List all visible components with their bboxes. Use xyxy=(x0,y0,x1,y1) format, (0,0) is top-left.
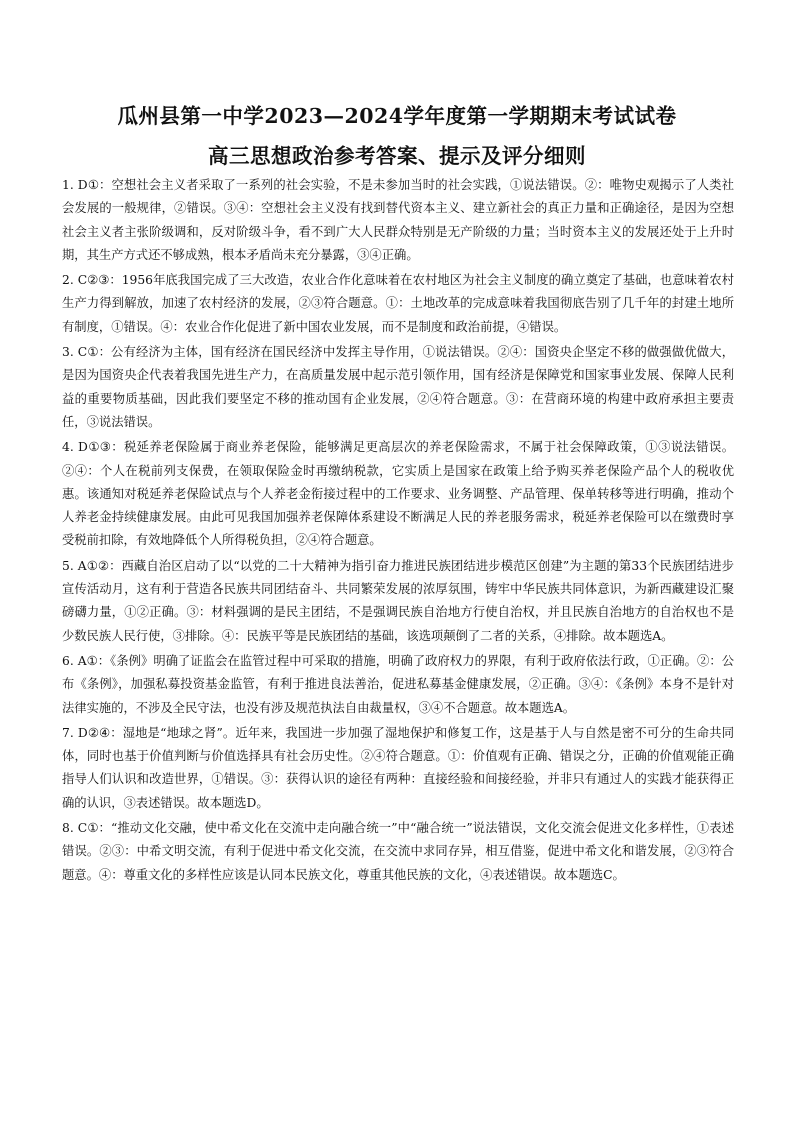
answer-item-8: 8. C①：“推动文化交融，使中希文化在交流中走向融合统一”中“融合统一”说法错误，文化交流会促进文化多样性，①表述错误。②③：中希文明交流，有利于促进中希文化交流，在交流中求同存异，相互借鉴，促进中希文化和谐发展，②③符合题意。④：尊重文化的多样性应该是认同本民族文化，尊重其他民族的文化，④表述错误。故本题选C。 xyxy=(62,821,734,882)
answer-item-2: 2. C②③：1956年底我国完成了三大改造，农业合作化意味着在农村地区为社会主义制度的确立奠定了基础，也意味着农村生产力得到解放，加速了农村经济的发展，②③符合题意。①：土地改革的完成意味着我国彻底告别了几千年的封建土地所有制度，①错误。④：农业合作化促进了新中国农业发展，而不是制度和政治前提，④错误。 xyxy=(62,273,734,334)
answer-item-6: 6. A①：《条例》明确了证监会在监管过程中可采取的措施，明确了政府权力的界限，有利于政府依法行政，①正确。②：公布《条例》，加强私募投资基金监管，有利于推进良法善治，促进私募基金健康发展，②正确。③④：《条例》本身不是针对法律实施的，不涉及全民守法，也没有涉及规范执法自由裁量权，③④不合题意。故本题选A。 xyxy=(62,653,734,715)
answer-item-4: 4. D①③：税延养老保险属于商业养老保险，能够满足更高层次的养老保险需求，不属于社会保障政策，①③说法错误。②④：个人在税前列支保费，在领取保险金时再缴纳税款，它实质上是国家在政策上给予购买养老保险产品个人的税收优惠。该通知对税延养老保险试点与个人养老金衔接过程中的工作要求、业务调整、产品管理、保单转移等进行明确，推动个人养老金持续健康发展。由此可见我国加强养老保障体系建设不断满足人民的养老服务需求，税延养老保险可以在缴费时享受税前扣除，有效地降低个人所得税负担，②④符合题意。 xyxy=(62,440,734,548)
answer-list xyxy=(62,174,734,889)
answer-item-1: 1. D①：空想社会主义者采取了一系列的社会实验，不是未参加当时的社会实践，①说法错误。②：唯物史观揭示了人类社会发展的一般规律，②错误。③④：空想社会主义没有找到替代资本主义、建立新社会的真正力量和正确途径，是因为空想社会主义者主张阶级调和，反对阶级斗争，看不到广大人民群众特别是无产阶级的力量；当时资本主义的发展还处于上升时期，其生产方式还不够成熟，根本矛盾尚未充分暴露，③④正确。 xyxy=(62,178,734,262)
answer-item-5: 5. A①②：西藏自治区启动了以“以党的二十大精神为指引奋力推进民族团结进步模范区创建”为主题的第33个民族团结进步宣传活动月，这有利于营造各民族共同团结奋斗、共同繁荣发展的浓厚氛围，铸牢中华民族共同体意识，为新西藏建设汇聚磅礴力量，①②正确。③：材料强调的是民主团结，不是强调民族自治地方行使自治权，并且民族自治地方的自治权也不是少数民族人民行使，③排除。④：民族平等是民族团结的基础，该选项颠倒了二者的关系，④排除。故本题选A。 xyxy=(62,558,734,643)
answer-item-7: 7. D②④：湿地是“地球之肾”。近年来，我国进一步加强了湿地保护和修复工作，这是基于人与自然是密不可分的生命共同体，同时也基于价值判断与价值选择具有社会历史性。②④符合题意。①：价值观有正确、错误之分，正确的价值观能正确指导人们认识和改造世界，①错误。③：获得认识的途径有两种：直接经验和间接经验，并非只有通过人的实践才能获得正确的认识，③表述错误。故本题选D。 xyxy=(62,725,734,810)
answer-item-3: 3. C①：公有经济为主体，国有经济在国民经济中发挥主导作用，①说法错误。②④：国资央企坚定不移的做强做优做大，是因为国资央企代表着我国先进生产力，在高质量发展中起示范引领作用，国有经济是保障党和国家事业发展、保障人民利益的重要物质基础，因此我们要坚定不移的推动国有企业发展，②④符合题意。③：在营商环境的构建中政府承担主要责任，③说法错误。 xyxy=(62,345,734,429)
exam-title: 瓜州县第一中学2023—2024学年度第一学期期末考试试卷 xyxy=(117,104,677,128)
answer-key-subtitle: 高三思想政治参考答案、提示及评分细则 xyxy=(208,144,586,168)
